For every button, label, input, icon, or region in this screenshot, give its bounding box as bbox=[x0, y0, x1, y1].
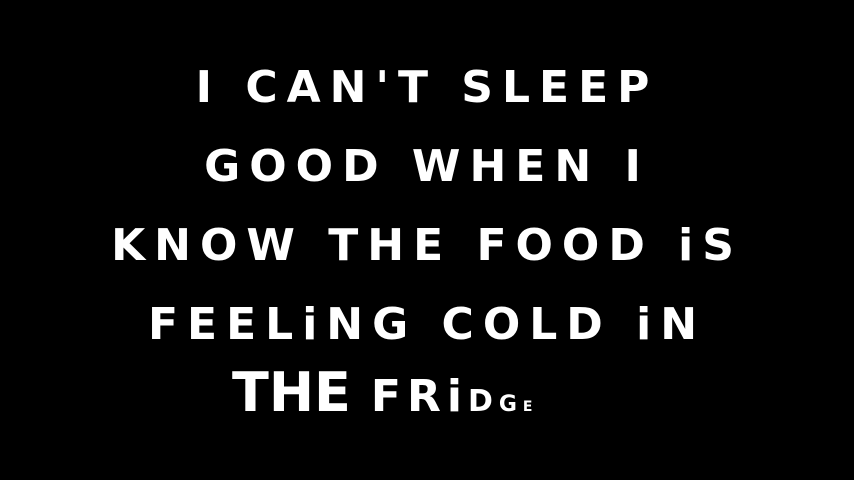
caption-line-5 bbox=[232, 361, 533, 424]
caption-line-4: FEELiNG COLD iN bbox=[147, 299, 707, 350]
caption-letter-e: E bbox=[522, 399, 533, 415]
caption-letter-d: D bbox=[467, 384, 499, 419]
caption-line-2: GOOD WHEN I bbox=[204, 141, 650, 192]
caption-word-the: THE bbox=[232, 361, 351, 424]
caption-line-3: KNOW THE FOOD iS bbox=[111, 220, 743, 271]
caption-word-fri: FRi bbox=[370, 371, 468, 422]
caption-line-1: I CAN'T SLEEP bbox=[195, 62, 659, 113]
caption-letter-g: G bbox=[498, 392, 523, 417]
